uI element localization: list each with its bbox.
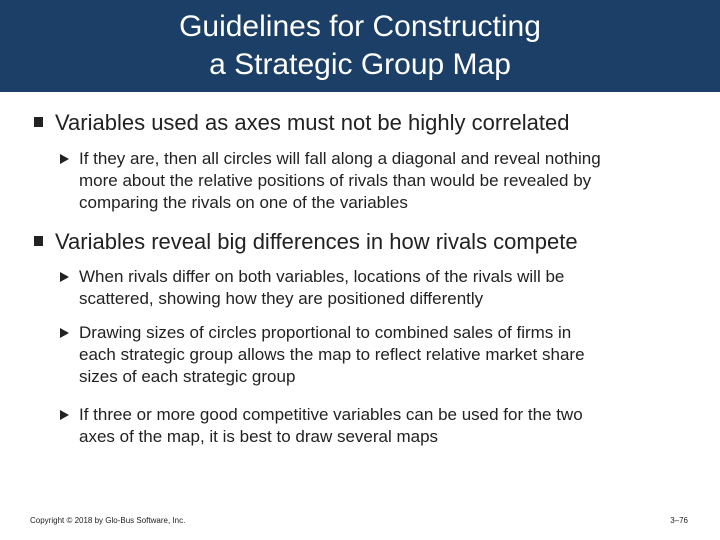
bullet-line: scattered, showing how they are positioned differently	[79, 289, 484, 308]
bullet-text	[79, 322, 699, 388]
bullet-line: If three or more good competitive variables can be used for the two	[79, 405, 583, 424]
bullet-text	[79, 148, 699, 214]
bullet-line: comparing the rivals on one of the variables	[79, 193, 408, 212]
slide-number: 3–76	[670, 516, 688, 525]
bullet-text	[79, 404, 699, 448]
bullet-line: axes of the map, it is best to draw several maps	[79, 427, 439, 446]
copyright-footer: Copyright © 2018 by Glo-Bus Software, Inc.	[30, 516, 186, 525]
bullet-text: Variables reveal big differences in how rivals compete	[55, 229, 578, 254]
square-bullet-icon	[34, 236, 43, 246]
arrow-bullet-icon	[60, 272, 69, 282]
bullet-line: When rivals differ on both variables, locations of the rivals will be	[79, 267, 565, 286]
bullet-text	[79, 266, 699, 310]
bullet-line: more about the relative positions of rivals than would be revealed by	[79, 171, 592, 190]
square-bullet-icon	[34, 117, 43, 127]
title-line: Guidelines for Constructing	[179, 10, 541, 43]
bullet-line: Drawing sizes of circles proportional to combined sales of firms in	[79, 323, 572, 342]
title-line: a Strategic Group Map	[209, 48, 511, 81]
bullet-line: each strategic group allows the map to reflect relative market share	[79, 345, 585, 364]
arrow-bullet-icon	[60, 328, 69, 338]
arrow-bullet-icon	[60, 410, 69, 420]
arrow-bullet-icon	[60, 154, 69, 164]
bullet-line: If they are, then all circles will fall along a diagonal and reveal nothing	[79, 149, 601, 168]
bullet-line: sizes of each strategic group	[79, 367, 296, 386]
bullet-text: Variables used as axes must not be highly correlated	[55, 110, 570, 135]
